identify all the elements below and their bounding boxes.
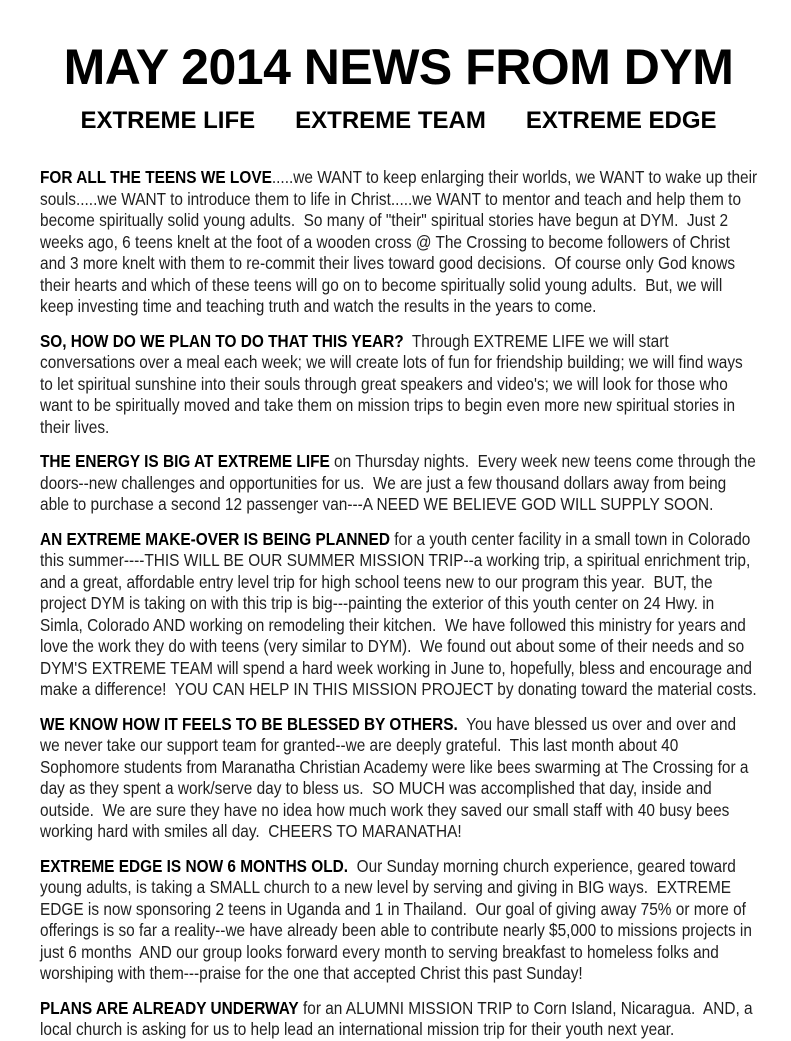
paragraph-text: for an ALUMNI MISSION TRIP to Corn Island, Nicaragua. AND, a local church is asking for us to help lead an international mission trip for their youth next year. [40, 997, 757, 1039]
subtitle-extreme-edge: EXTREME EDGE [525, 107, 717, 134]
subtitle-extreme-team: EXTREME TEAM [295, 107, 486, 134]
paragraph [40, 998, 757, 1041]
paragraph [40, 451, 761, 516]
paragraph-lead: SO, HOW DO WE PLAN TO DO THAT THIS YEAR? [40, 330, 404, 351]
paragraph [40, 856, 757, 985]
subtitle-row [40, 107, 757, 135]
paragraph [40, 714, 757, 843]
subtitle-extreme-life: EXTREME LIFE [80, 107, 256, 134]
paragraph-lead: PLANS ARE ALREADY UNDERWAY [40, 997, 299, 1018]
paragraph-text: Our Sunday morning church experience, geared toward young adults, is taking a SMALL church to a new level by serving and giving in BIG ways. EXTREME EDGE is now sponsoring 2 teens in Uganda and 1 in Thailand. Our goal of giving away 75% or more of offerings is so far a reality--we have already been able to contribute nearly $5,000 to missions projects in just 6 months AND our group looks forward every month to serving breakfast to homeless folks and worshiping with them---praise for the one that accepted Christ this past Sunday! [40, 855, 757, 983]
paragraph-lead: EXTREME EDGE IS NOW 6 MONTHS OLD. [40, 855, 349, 876]
paragraph-text: You have blessed us over and over and we never take our support team for granted--we are deeply grateful. This last month about 40 Sophomore students from Maranatha Christian Academy were like bees swarming at The Crossing for a day as they spent a work/serve day to bless us. SO MUCH was accomplished that day, inside and outside. We are sure they have no idea how much work they saved our small staff with 40 busy bees working hard with smiles all day. CHEERS TO MARANATHA! [40, 713, 753, 841]
paragraph [40, 529, 757, 701]
paragraph-lead: AN EXTREME MAKE-OVER IS BEING PLANNED [40, 528, 390, 549]
newsletter-paragraphs [40, 167, 762, 1041]
page-title: MAY 2014 NEWS FROM DYM [63, 39, 734, 95]
paragraph-lead: FOR ALL THE TEENS WE LOVE [40, 167, 272, 187]
paragraph-text: .....we WANT to keep enlarging their worlds, we WANT to wake up their souls.....we WANT to introduce them to life in Christ.....we WANT to mentor and teach and help them to become spiritually solid young adults. So many of "their" spiritual stories have begun at DYM. Just 2 weeks ago, 6 teens knelt at the foot of a wooden cross @ The Crossing to become followers of Christ and 3 more knelt with them to re-commit their lives toward good decisions. Of course only God knows their hearts and which of these teens will go on to become spiritually solid young adults. But, we will keep investing time and teaching truth and watch the results in the years to come. [40, 167, 762, 316]
paragraph [40, 331, 757, 439]
paragraph-lead: WE KNOW HOW IT FEELS TO BE BLESSED BY OTHERS. [40, 713, 458, 734]
paragraph [40, 167, 762, 318]
paragraph-text: Through EXTREME LIFE we will start conversations over a meal each week; we will create lots of fun for friendship building; we will find ways to let spiritual sunshine into their souls through great speakers and video's; we will look for those who want to be spiritually moved and take them on mission trips to begin even more new spiritual stories in their lives. [40, 330, 748, 437]
paragraph-lead: THE ENERGY IS BIG AT EXTREME LIFE [40, 451, 330, 471]
paragraph-text: on Thursday nights. Every week new teens come through the doors--new challenges and opportunities for us. We are just a few thousand dollars away from being able to purchase a second 12 passenger van---A NEED WE BELIEVE GOD WILL SUPPLY SOON. [40, 451, 761, 514]
paragraph-text: for a youth center facility in a small town in Colorado this summer----THIS WILL BE OUR SUMMER MISSION TRIP--a working trip, a spiritual enrichment trip, and a great, affordable entry level trip for high school teens new to our program this year. BUT, the project DYM is taking on with this trip is big---painting the exterior of this youth center on 24 Hwy. in Simla, Colorado AND working on remodeling their kitchen. We have followed this ministry for years and love the work they do with teens (very similar to DYM). We found out about some of their needs and so DYM'S EXTREME TEAM will spend a hard week working in June to, hopefully, bless and encourage and make a difference! YOU CAN HELP IN THIS MISSION PROJECT by donating toward the material costs. [40, 528, 757, 699]
